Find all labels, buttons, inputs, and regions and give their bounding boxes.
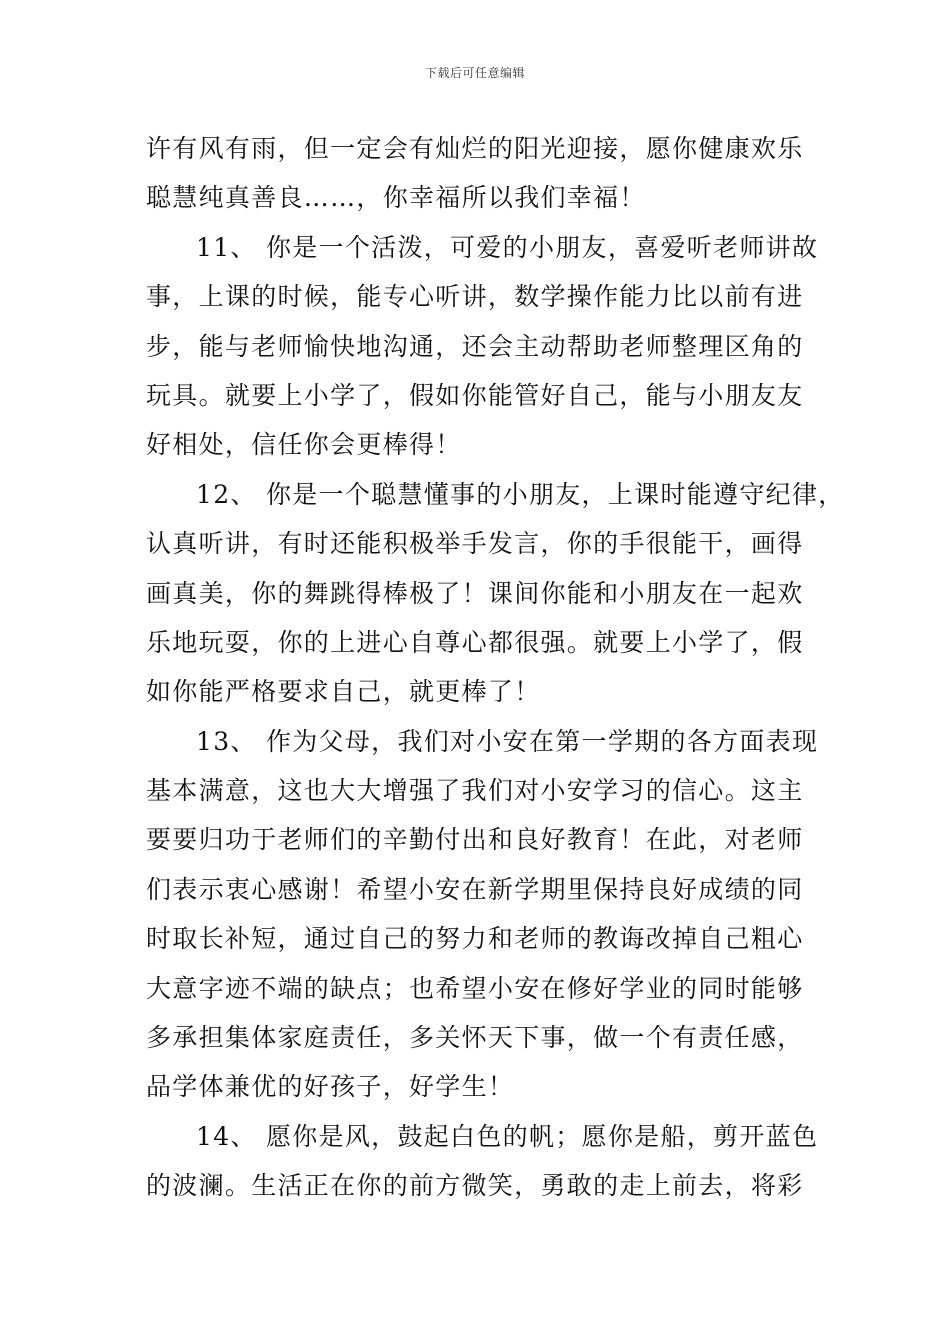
text-line: 画真美，你的舞跳得棒极了！课间你能和小朋友在一起欢: [146, 578, 804, 608]
text-line: 大意字迹不端的缺点；也希望小安在修好学业的同时能够: [146, 973, 804, 1003]
text-line: 品学体兼优的好孩子，好学生！: [146, 1072, 515, 1102]
text-line: 如你能严格要求自己，就更棒了！: [146, 677, 541, 707]
text-line: 聪慧纯真善良……，你幸福所以我们幸福！: [146, 183, 646, 213]
text-line: 玩具。就要上小学了，假如你能管好自己，能与小朋友友: [146, 380, 804, 410]
text-line: 事，上课的时候，能专心听讲，数学操作能力比以前有进: [146, 282, 804, 312]
document-body: [146, 124, 845, 1211]
text-line: 11、 你是一个活泼，可爱的小朋友，喜爱听老师讲故: [196, 232, 819, 262]
text-line: 乐地玩耍，你的上进心自尊心都很强。就要上小学了，假: [146, 627, 804, 657]
text-line: 时取长补短，通过自己的努力和老师的教诲改掉自己粗心: [146, 924, 804, 954]
text-line: 认真听讲，有时还能积极举手发言，你的手很能干，画得: [146, 529, 804, 559]
text-line: 多承担集体家庭责任，多关怀天下事，做一个有责任感，: [146, 1023, 804, 1053]
text-line: 的波澜。生活正在你的前方微笑，勇敢的走上前去，将彩: [146, 1171, 804, 1201]
text-line: 好相处，信任你会更棒得！: [146, 430, 462, 460]
text-line: 步，能与老师愉快地沟通，还会主动帮助老师整理区角的: [146, 331, 804, 361]
text-line: 基本满意，这也大大增强了我们对小安学习的信心。这主: [146, 776, 804, 806]
text-line: 要要归功于老师们的辛勤付出和良好教育！在此，对老师: [146, 825, 804, 855]
text-line: 14、 愿你是风，鼓起白色的帆；愿你是船，剪开蓝色: [196, 1121, 819, 1151]
text-line: 12、 你是一个聪慧懂事的小朋友，上课时能遵守纪律，: [196, 479, 845, 509]
text-line: 13、 作为父母，我们对小安在第一学期的各方面表现: [196, 726, 819, 756]
text-line: 们表示衷心感谢！希望小安在新学期里保持良好成绩的同: [146, 874, 804, 904]
text-line: 许有风有雨，但一定会有灿烂的阳光迎接，愿你健康欢乐: [146, 134, 804, 163]
page-header-note: 下载后可任意编辑: [424, 66, 525, 80]
